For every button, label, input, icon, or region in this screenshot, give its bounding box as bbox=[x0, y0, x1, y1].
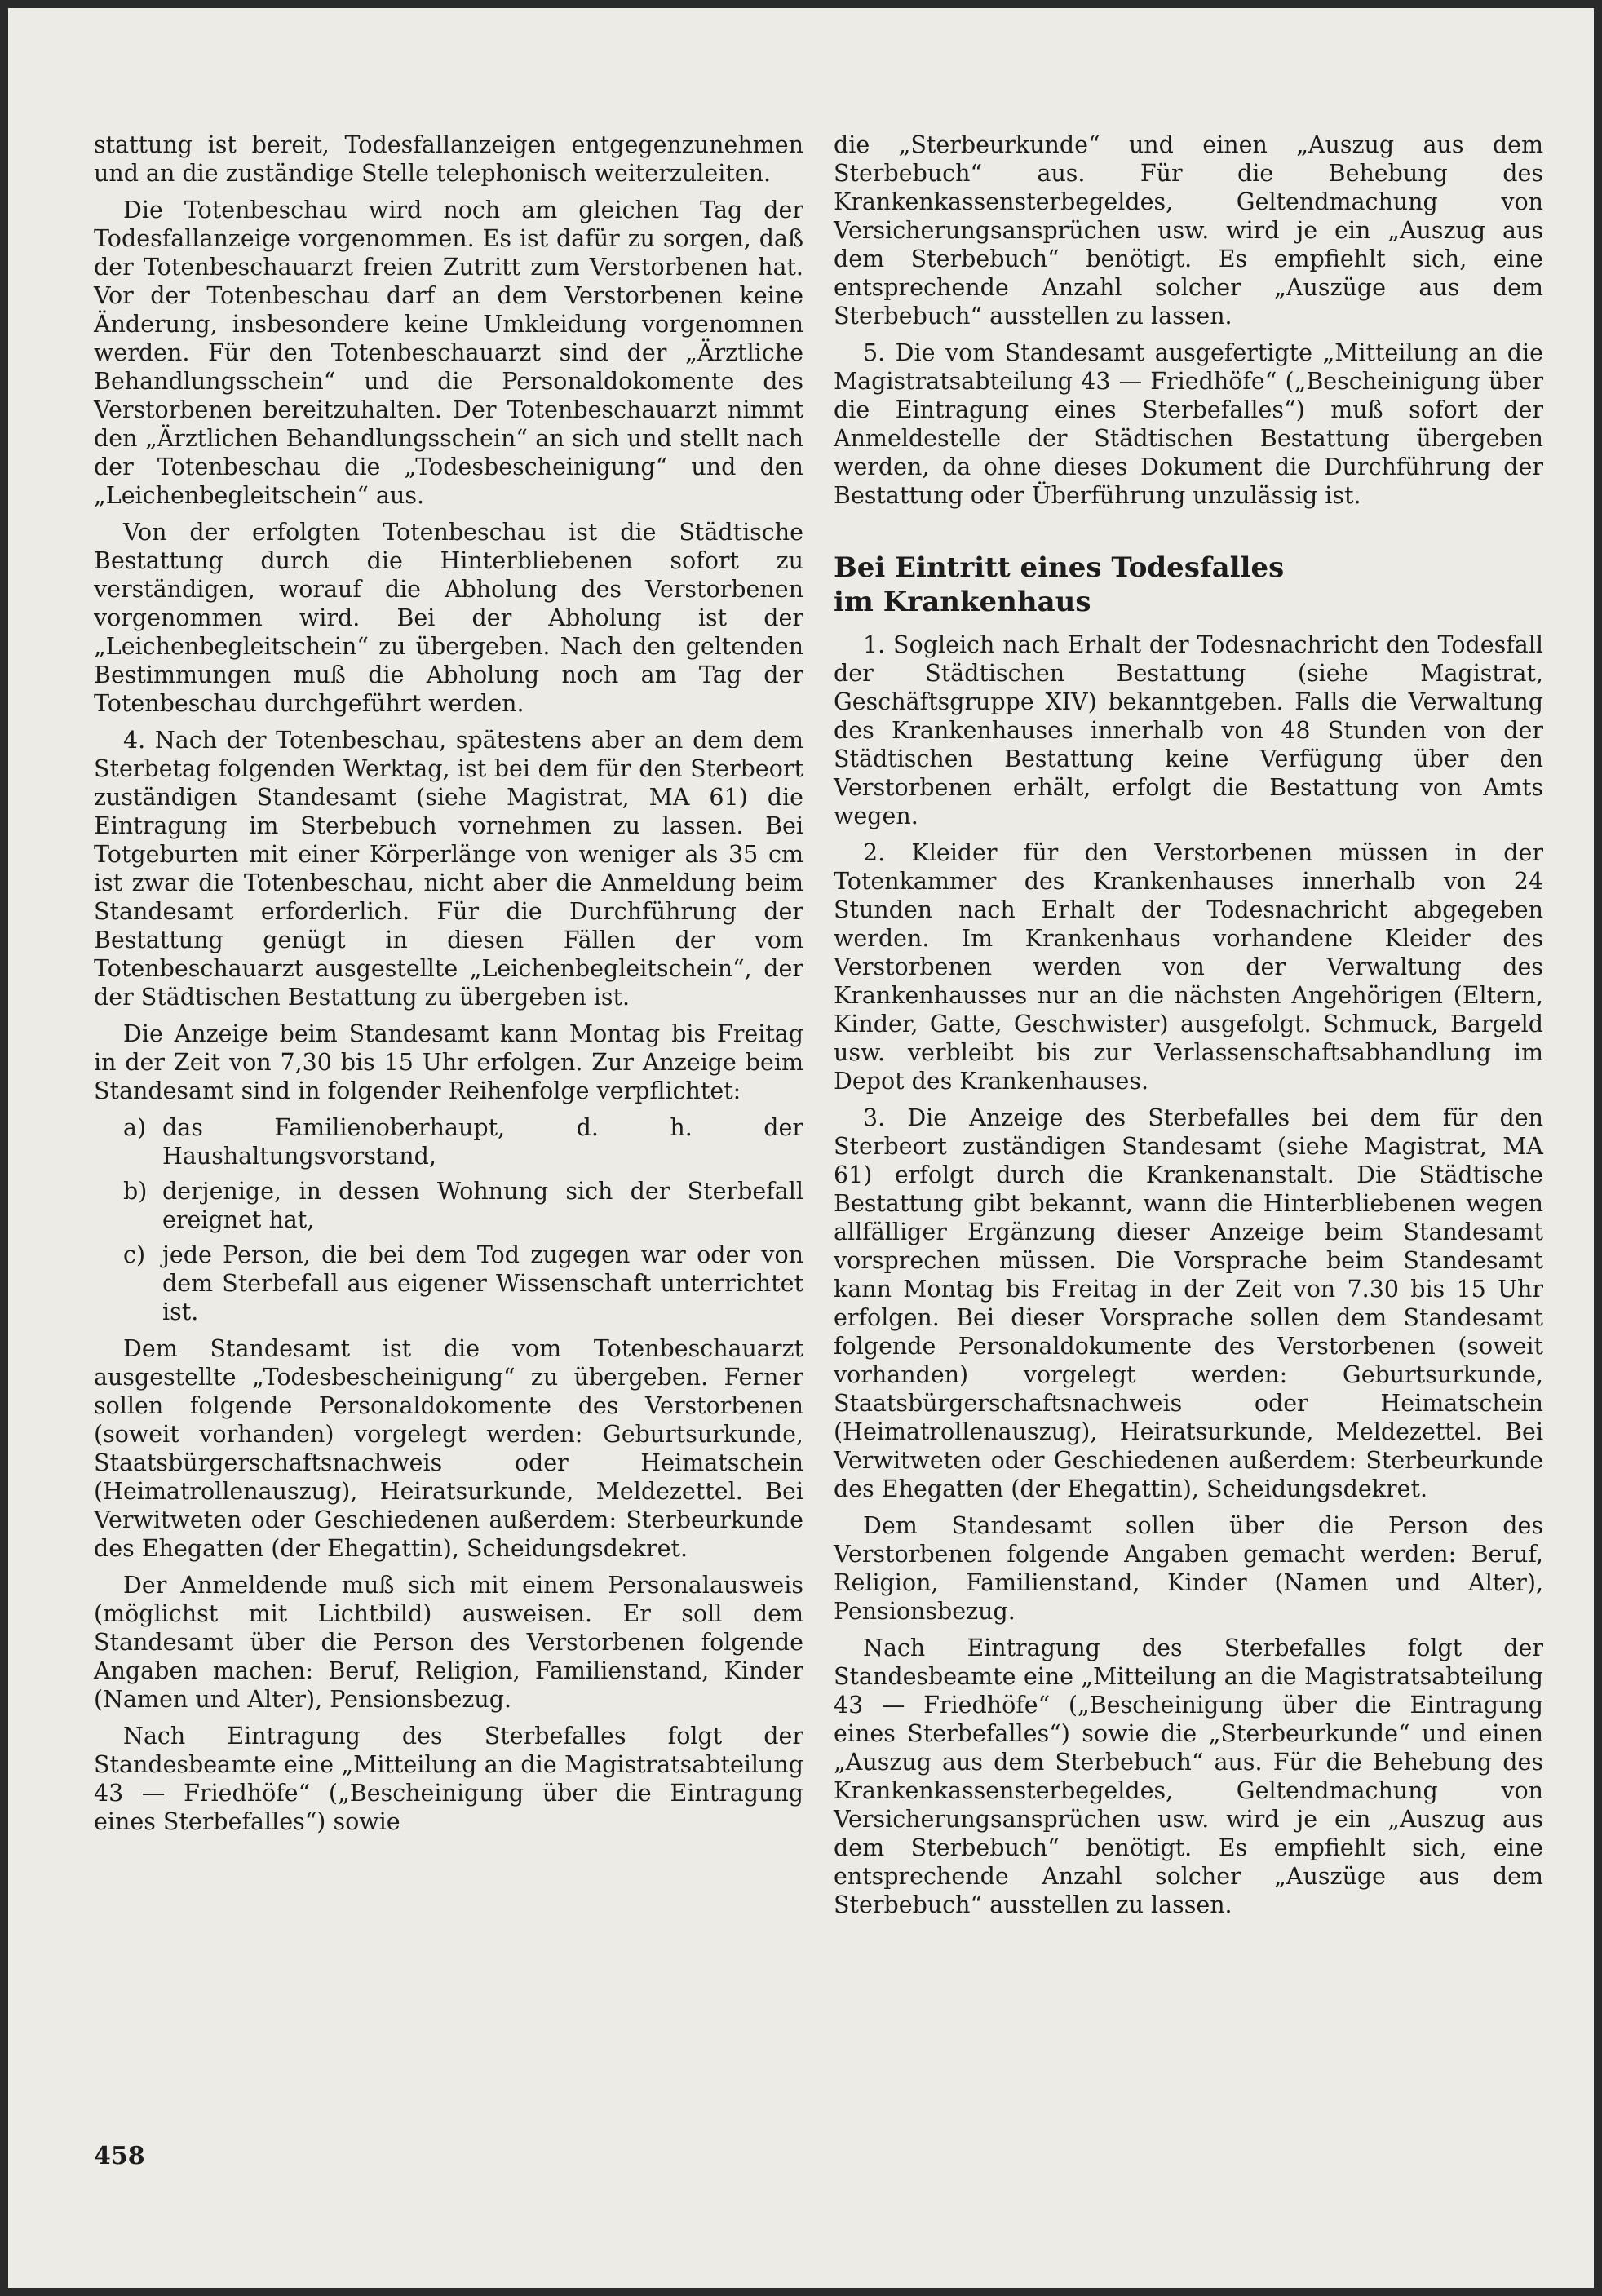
list-marker: a) bbox=[123, 1114, 147, 1141]
list-item bbox=[94, 1177, 803, 1234]
paragraph: 1. Sogleich nach Erhalt der Todesnachricht den Todesfall der Städtischen Bestattung (siehe Magistrat, Geschäftsgruppe XIV) bekanntgeben. Falls die Verwaltung des Krankenhauses innerhalb von 48 Stunden von der Städtischen Bestattung keine Verfügung über den Verstorbenen erhält, erfolgt die Bestattung von Amts wegen. bbox=[834, 631, 1543, 829]
section-heading-line: Bei Eintritt eines Todesfalles bbox=[834, 551, 1285, 584]
left-column bbox=[94, 131, 803, 1844]
paragraph: 2. Kleider für den Verstorbenen müssen in der Totenkammer des Krankenhauses innerhalb von 24 Stunden nach Erhalt der Todesnachricht abgegeben werden. Im Krankenhaus vorhandene Kleider des Verstorbenen werden von der Verwaltung des Krankenhausses nur an die nächsten Angehörigen (Eltern, Kinder, Gatte, Geschwister) ausgefolgt. Schmuck, Bargeld usw. verbleibt bis zur Verlassenschaftsabhandlung im Depot des Krankenhauses. bbox=[834, 839, 1543, 1095]
right-column bbox=[834, 131, 1543, 1927]
paragraph: Dem Standesamt ist die vom Totenbeschauarzt ausgestellte „Todesbescheinigung“ zu übergeben. Ferner sollen folgende Personaldokomente des Verstorbenen (soweit vorhanden) vorgelegt werden: Geburtsurkunde, Staatsbürgerschaftsnachweis oder Heimatschein (Heimatrollenauszug), Heiratsurkunde, Meldezettel. Bei Verwitweten oder Geschiedenen außerdem: Sterbeurkunde des Ehegatten (der Ehegattin), Scheidungsdekret. bbox=[94, 1335, 803, 1562]
paragraph: Von der erfolgten Totenbeschau ist die Städtische Bestattung durch die Hinterbliebenen sofort zu verständigen, worauf die Abholung des Verstorbenen vorgenommen wird. Bei der Abholung ist der „Leichenbegleitschein“ zu übergeben. Nach den geltenden Bestimmungen muß die Abholung noch am Tag der Totenbeschau durchgeführt werden. bbox=[94, 519, 803, 717]
list-item-text: das Familienoberhaupt, d. h. der Haushaltungsvorstand, bbox=[162, 1114, 803, 1170]
paragraph: 5. Die vom Standesamt ausgefertigte „Mitteilung an die Magistratsabteilung 43 — Friedhöfe“ („Bescheinigung über die Eintragung eines Sterbefalles“) muß sofort der Anmeldestelle der Städtischen Bestattung übergeben werden, da ohne dieses Dokument die Durchführung der Bestattung oder Überführung unzulässig ist. bbox=[834, 339, 1543, 509]
paragraph: Nach Eintragung des Sterbefalles folgt der Standesbeamte eine „Mitteilung an die Magistratsabteilung 43 — Friedhöfe“ („Bescheinigung über die Eintragung eines Sterbefalles“) sowie die „Sterbeurkunde“ und einen „Auszug aus dem Sterbebuch“ aus. Für die Behebung des Krankenkassensterbegeldes, Geltendmachung von Versicherungsansprüchen usw. wird je ein „Auszug aus dem Sterbebuch“ benötigt. Es empfiehlt sich, eine entsprechende Anzahl solcher „Auszüge aus dem Sterbebuch“ ausstellen zu lassen. bbox=[834, 1635, 1543, 1918]
section-heading-line: im Krankenhaus bbox=[834, 586, 1091, 618]
paragraph: Dem Standesamt sollen über die Person des Verstorbenen folgende Angaben gemacht werden: Beruf, Religion, Familienstand, Kinder (Namen und Alter), Pensionsbezug. bbox=[834, 1512, 1543, 1625]
list-item-text: derjenige, in dessen Wohnung sich der Sterbefall ereignet hat, bbox=[162, 1178, 803, 1233]
list-marker: b) bbox=[123, 1178, 148, 1205]
list-marker: c) bbox=[123, 1241, 146, 1268]
paragraph: 4. Nach der Totenbeschau, spätestens aber an dem dem Sterbetag folgenden Werktag, ist bei dem für den Sterbeort zuständigen Standesamt (siehe Magistrat, MA 61) die Eintragung im Sterbebuch vornehmen zu lassen. Bei Totgeburten mit einer Körperlänge von weniger als 35 cm ist zwar die Totenbeschau, nicht aber die Anmeldung beim Standesamt erforderlich. Für die Durchführung der Bestattung genügt in diesen Fällen der vom Totenbeschauarzt ausgestellte „Leichenbegleitschein“, der der Städtischen Bestattung zu übergeben ist. bbox=[94, 727, 803, 1011]
paragraph: Die Anzeige beim Standesamt kann Montag bis Freitag in der Zeit von 7,30 bis 15 Uhr erfolgen. Zur Anzeige beim Standesamt sind in folgender Reihenfolge verpflichtet: bbox=[94, 1020, 803, 1104]
obligation-list bbox=[94, 1113, 803, 1326]
list-item bbox=[94, 1113, 803, 1170]
list-item-text: jede Person, die bei dem Tod zugegen war oder von dem Sterbefall aus eigener Wissenschaft unterrichtet ist. bbox=[162, 1241, 803, 1325]
paragraph: Nach Eintragung des Sterbefalles folgt der Standesbeamte eine „Mitteilung an die Magistratsabteilung 43 — Friedhöfe“ („Bescheinigung über die Eintragung eines Sterbefalles“) sowie bbox=[94, 1723, 803, 1835]
paragraph: stattung ist bereit, Todesfallanzeigen entgegenzunehmen und an die zuständige Stelle telephonisch weiterzuleiten. bbox=[94, 131, 803, 187]
section-heading bbox=[834, 551, 1543, 619]
page-number: 458 bbox=[94, 2142, 145, 2170]
paragraph: Der Anmeldende muß sich mit einem Personalausweis (möglichst mit Lichtbild) ausweisen. Er soll dem Standesamt über die Person des Verstorbenen folgende Angaben machen: Beruf, Religion, Familienstand, Kinder (Namen und Alter), Pensionsbezug. bbox=[94, 1572, 803, 1713]
paragraph: die „Sterbeurkunde“ und einen „Auszug aus dem Sterbebuch“ aus. Für die Behebung des Krankenkassensterbegeldes, Geltendmachung von Versicherungsansprüchen usw. wird je ein „Auszug aus dem Sterbebuch“ benötigt. Es empfiehlt sich, eine entsprechende Anzahl solcher „Auszüge aus dem Sterbebuch“ ausstellen zu lassen. bbox=[834, 131, 1543, 330]
paragraph: Die Totenbeschau wird noch am gleichen Tag der Todesfallanzeige vorgenommen. Es ist dafür zu sorgen, daß der Totenbeschauarzt freien Zutritt zum Verstorbenen hat. Vor der Totenbeschau darf an dem Verstorbenen keine Änderung, insbesondere keine Umkleidung vorgenomnen werden. Für den Totenbeschauarzt sind der „Ärztliche Behandlungsschein“ und die Personaldokomente des Verstorbenen bereitzuhalten. Der Totenbeschauarzt nimmt den „Ärztlichen Behandlungsschein“ an sich und stellt nach der Totenbeschau die „Todesbescheinigung“ und den „Leichenbegleitschein“ aus. bbox=[94, 197, 803, 509]
paragraph: 3. Die Anzeige des Sterbefalles bei dem für den Sterbeort zuständigen Standesamt (siehe Magistrat, MA 61) erfolgt durch die Krankenanstalt. Die Städtische Bestattung gibt bekannt, wann die Hinterbliebenen wegen allfälliger Ergänzung dieser Anzeige beim Standesamt vorsprechen müssen. Die Vorsprache beim Standesamt kann Montag bis Freitag in der Zeit von 7.30 bis 15 Uhr erfolgen. Bei dieser Vorsprache sollen dem Standesamt folgende Personaldokumente des Verstorbenen (soweit vorhanden) vorgelegt werden: Geburtsurkunde, Staatsbürgerschaftsnachweis oder Heimatschein (Heimatrollenauszug), Heiratsurkunde, Meldezettel. Bei Verwitweten oder Geschiedenen außerdem: Sterbeurkunde des Ehegatten (der Ehegattin), Scheidungsdekret. bbox=[834, 1104, 1543, 1502]
list-item bbox=[94, 1241, 803, 1326]
